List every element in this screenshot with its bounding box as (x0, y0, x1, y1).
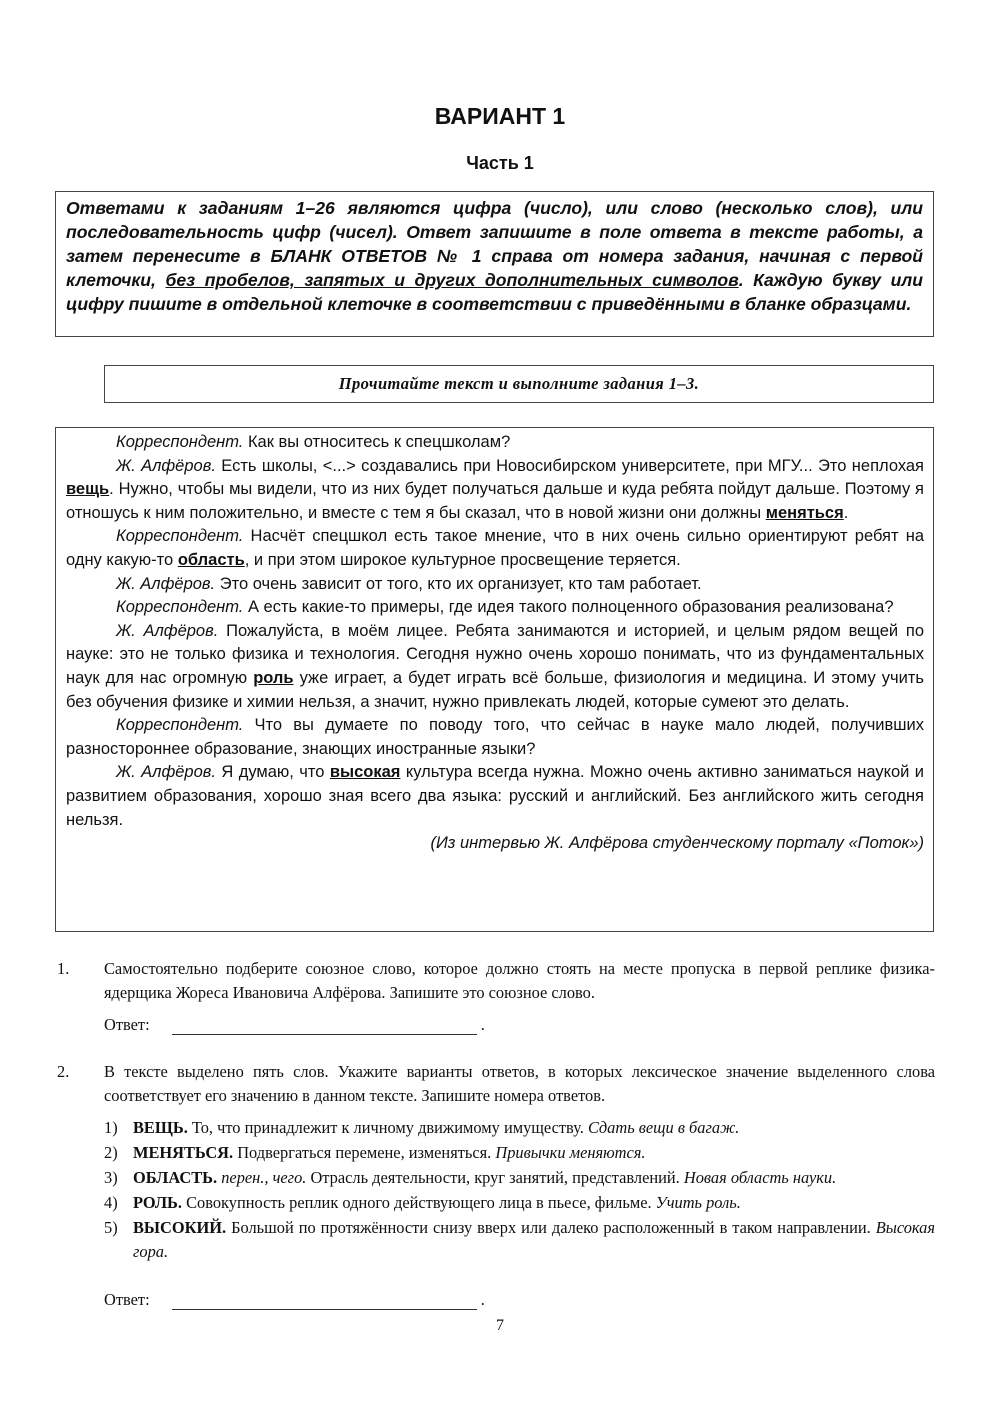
speaker: Корреспондент. (116, 527, 244, 546)
option-word: ОБЛАСТЬ. (133, 1168, 218, 1187)
passage-text: Я думаю, что (215, 763, 330, 782)
keyword-menyatsya: меняться (765, 503, 844, 522)
speaker: Ж. Алфёров. (116, 621, 219, 640)
keyword-veshch: вещь (66, 480, 110, 499)
option-number: 3) (104, 1168, 118, 1187)
keyword-oblast: область (177, 550, 245, 569)
passage-text: культура всегда нужна. Можно очень активно заниматься наукой и развитием образования, хорошо зная всего два языка: русский и английский. Без английского жить сегодня нельзя. (66, 763, 925, 829)
option-note: перен., чего. (217, 1168, 307, 1187)
passage-paragraph (66, 431, 924, 455)
task-1-answer (104, 1015, 485, 1035)
passage-source: (Из интервью Ж. Алфёрова студенческому порталу «Поток») (430, 834, 924, 853)
answer-end: . (480, 1290, 485, 1309)
passage-paragraph (66, 525, 924, 572)
option-number: 4) (104, 1193, 118, 1212)
answer-field[interactable] (172, 1016, 477, 1035)
passage-text: . Нужно, чтобы мы видели, что из них будет получаться дальше и куда ребята пойдут дальше. Поэтому я отношусь к ним положительно, и вместе с тем я бы сказал, что в новой жизни они должны (66, 480, 924, 522)
passage-text: уже играет, а будет играть всё больше, физиология и медицина. И этому учить без обучения физике и химии нельзя, а значит, нужно привлекать людей, которые сумеют это делать. (66, 668, 924, 711)
passage-text: Есть школы, <...> создавались при Новосибирском университете, при МГУ... Это неплохая (215, 456, 924, 475)
passage-text: Насчёт спецшкол есть такое мнение, что в них очень сильно ориентируют ребят на одну какую-то (66, 527, 924, 569)
answer-end: . (480, 1015, 485, 1034)
instructions-text-end: . Каждую букву или цифру пишите в отдельной клеточке в соответствии с приведёнными в бланке образцами. (66, 270, 924, 314)
option-word: ВЕЩЬ. (133, 1118, 188, 1137)
option-3 (104, 1166, 935, 1190)
option-word: РОЛЬ. (133, 1193, 182, 1212)
answer-field[interactable] (172, 1291, 477, 1310)
speaker: Корреспондент. (116, 598, 244, 617)
option-5 (104, 1216, 935, 1264)
task-1 (57, 957, 935, 1005)
answer-label: Ответ: (104, 1290, 150, 1309)
passage-text: Пожалуйста, в моём лицее. Ребята занимаются и историей, и целым рядом вещей по науке: это не только физика и технология. Сегодня нужно очень хорошо понимать, что из фундаментальных наук для нас огромную (66, 621, 924, 687)
keyword-rol: роль (253, 668, 294, 687)
option-4 (104, 1191, 935, 1215)
task-2 (57, 1060, 935, 1265)
option-number: 2) (104, 1143, 118, 1162)
option-example: Учить роль. (655, 1193, 741, 1212)
option-definition: То, что принадлежит к личному движимому имуществу. (187, 1118, 588, 1137)
option-number: 5) (104, 1218, 118, 1237)
speaker: Корреспондент. (116, 716, 244, 735)
passage-paragraph (66, 455, 924, 526)
option-example: Новая область науки. (683, 1168, 837, 1187)
option-definition: Подвергаться перемене, изменяться. (233, 1143, 496, 1162)
passage-box (55, 427, 934, 932)
task-number: 1. (57, 959, 70, 978)
passage-paragraph (66, 714, 924, 761)
page-number: 7 (496, 1317, 504, 1334)
passage-paragraph (66, 761, 924, 832)
keyword-vysokaya: высокая (329, 763, 401, 782)
part-title: Часть 1 (466, 153, 534, 173)
instructions-underlined: без пробелов, запятых и других дополнительных символов (165, 270, 739, 290)
speaker: Ж. Алфёров. (116, 456, 216, 475)
answer-label: Ответ: (104, 1015, 150, 1034)
passage-paragraph (66, 596, 924, 620)
passage-text: Как вы относитесь к спецшколам? (243, 433, 511, 451)
options-list (104, 1116, 935, 1264)
passage-text: Это очень зависит от того, кто их организует, кто там работает. (215, 574, 702, 593)
option-number: 1) (104, 1118, 118, 1137)
option-word: МЕНЯТЬСЯ. (133, 1143, 234, 1162)
task-number: 2. (57, 1062, 70, 1081)
instructions-box (55, 191, 934, 337)
option-2 (104, 1141, 935, 1165)
reading-prompt: Прочитайте текст и выполните задания 1–3. (338, 374, 700, 393)
option-definition: Совокупность реплик одного действующего лица в пьесе, фильме. (182, 1193, 656, 1212)
option-1 (104, 1116, 935, 1140)
option-example: Сдать вещи в багаж. (587, 1118, 740, 1137)
task-text: В тексте выделено пять слов. Укажите варианты ответов, в которых лексическое значение выделенного слова соответствует его значению в данном тексте. Запишите номера ответов. (104, 1062, 935, 1105)
variant-title: ВАРИАНТ 1 (434, 103, 566, 129)
speaker: Корреспондент. (116, 433, 244, 451)
passage-text: А есть какие-то примеры, где идея такого полноценного образования реализована? (243, 598, 894, 617)
passage-paragraph (66, 573, 924, 597)
task-text: Самостоятельно подберите союзное слово, которое должно стоять на месте пропуска в первой реплике физика-ядерщика Жореса Ивановича Алфёрова. Запишите это союзное слово. (104, 959, 935, 1002)
passage-text: , и при этом широкое культурное просвещение теряется. (244, 550, 681, 569)
speaker: Ж. Алфёров. (116, 763, 216, 782)
option-definition: Отрасль деятельности, круг занятий, представлений. (306, 1168, 684, 1187)
task-2-answer (104, 1290, 485, 1310)
passage-paragraph (66, 620, 924, 714)
option-example: Привычки меняются. (495, 1143, 646, 1162)
passage-text: . (843, 503, 849, 522)
reading-prompt-box (104, 365, 934, 403)
option-word: ВЫСОКИЙ. (133, 1218, 227, 1237)
passage-text: Что вы думаете по поводу того, что сейчас в науке мало людей, получивших разностороннее образование, знающих иностранные языки? (66, 716, 924, 758)
option-definition: Большой по протяжённости снизу вверх или далеко расположенный в таком направлении. (226, 1218, 876, 1237)
speaker: Ж. Алфёров. (116, 574, 216, 593)
option-example: Высокая гора. (133, 1218, 935, 1261)
instructions-text: Ответами к заданиям 1–26 являются цифра (число), или слово (несколько слов), или последовательность цифр (чисел). Ответ запишите в поле ответа в тексте работы, а затем перенесите в БЛАНК ОТВЕТОВ № 1 справа от номера задания, начиная с первой клеточки, (66, 198, 923, 290)
task-body (104, 1060, 935, 1264)
